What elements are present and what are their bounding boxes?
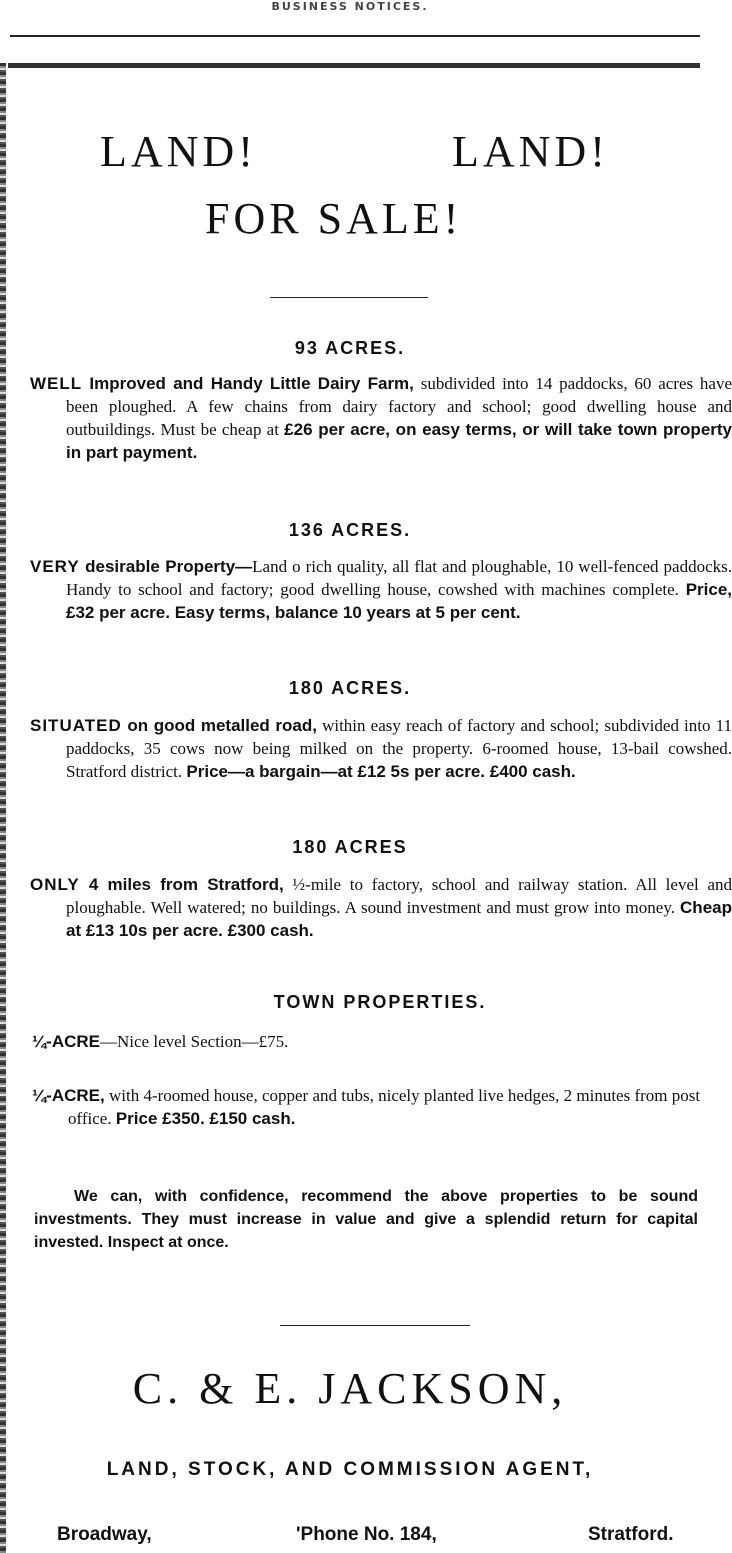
footer-town: Stratford. — [588, 1524, 674, 1545]
town-item-lead: ¼-ACRE — [32, 1032, 101, 1051]
listing-body: ½-mile to factory, school and railway station. All level and ploughable. Well watered; no buildings. A sound investment and must grow into money. — [66, 875, 732, 917]
advert-left-border — [0, 63, 6, 1553]
listing-body: subdivided into 14 paddocks, 60 acres have been ploughed. A few chains from dairy factory and school; good dwelling house and outbuildings. Must be cheap at — [66, 374, 732, 439]
listing-intro: 4 miles from Stratford, — [79, 875, 284, 894]
listing-terms: Price—a bargain—at £12 5s per acre. £400 cash. — [186, 762, 576, 781]
listing-lead: SITUATED — [30, 716, 122, 735]
headline-land-left: LAND! — [100, 127, 257, 176]
listing-heading: 180 ACRES — [292, 837, 408, 857]
listing-terms: Price, £32 per acre. Easy terms, balance 10 years at 5 per cent. — [66, 580, 732, 622]
listing-body: within easy reach of factory and school; subdivided into 11 paddocks, 35 cows now being milked on the property. 6-roomed house, 13-bail cowshed. Stratford district. — [66, 716, 732, 781]
listing-lead: ONLY — [30, 875, 80, 894]
divider-rule — [270, 297, 428, 298]
listing-text — [30, 873, 732, 942]
listing-lead: WELL — [30, 374, 83, 393]
town-item — [32, 1084, 732, 1130]
advert-top-border — [8, 63, 700, 68]
headline-land-right: LAND! — [452, 127, 609, 176]
listing-terms: £26 per acre, on easy terms, or will take town property in part payment. — [66, 420, 732, 462]
town-properties-heading: TOWN PROPERTIES. — [273, 992, 487, 1012]
listing-lead: VERY — [30, 557, 80, 576]
listing-text — [30, 714, 732, 783]
header-rule — [10, 35, 700, 37]
town-item-body: —Nice level Section—£75. — [100, 1032, 289, 1051]
listing-text — [30, 555, 732, 624]
closing-statement: We can, with confidence, recommend the above properties to be sound investments. They must increase in value and give a splendid return for capital invested. Inspect at once. — [34, 1188, 698, 1251]
footer-address: Broadway, — [57, 1524, 152, 1545]
footer-phone: 'Phone No. 184, — [296, 1524, 437, 1545]
listing-intro: on good metalled road, — [121, 716, 317, 735]
town-item-lead: ¼-ACRE, — [32, 1086, 105, 1105]
listing-text — [30, 372, 732, 464]
listing-heading: 136 ACRES. — [288, 520, 412, 540]
listing-terms: Cheap at £13 10s per acre. £300 cash. — [66, 898, 732, 940]
firm-name: C. & E. JACKSON, — [132, 1364, 568, 1413]
divider-rule — [280, 1325, 470, 1326]
running-head: BUSINESS NOTICES. — [271, 0, 429, 13]
town-item-body: with 4-roomed house, copper and tubs, nicely planted live hedges, 2 minutes from post office. — [68, 1086, 701, 1128]
agent-title: LAND, STOCK, AND COMMISSION AGENT, — [106, 1459, 594, 1480]
listing-intro: desirable Property— — [79, 557, 253, 576]
town-item-terms: Price £350. £150 cash. — [115, 1109, 296, 1128]
listing-intro: Improved and Handy Little Dairy Farm, — [82, 374, 414, 393]
listing-heading: 93 ACRES. — [294, 338, 406, 358]
town-item — [32, 1030, 696, 1053]
headline-for-sale: FOR SALE! — [205, 194, 463, 243]
listing-heading: 180 ACRES. — [288, 678, 412, 698]
listing-body: Land o rich quality, all flat and ploughable, 10 well-fenced paddocks. Handy to school and factory; good dwelling house, cowshed with machines complete. — [66, 557, 732, 599]
